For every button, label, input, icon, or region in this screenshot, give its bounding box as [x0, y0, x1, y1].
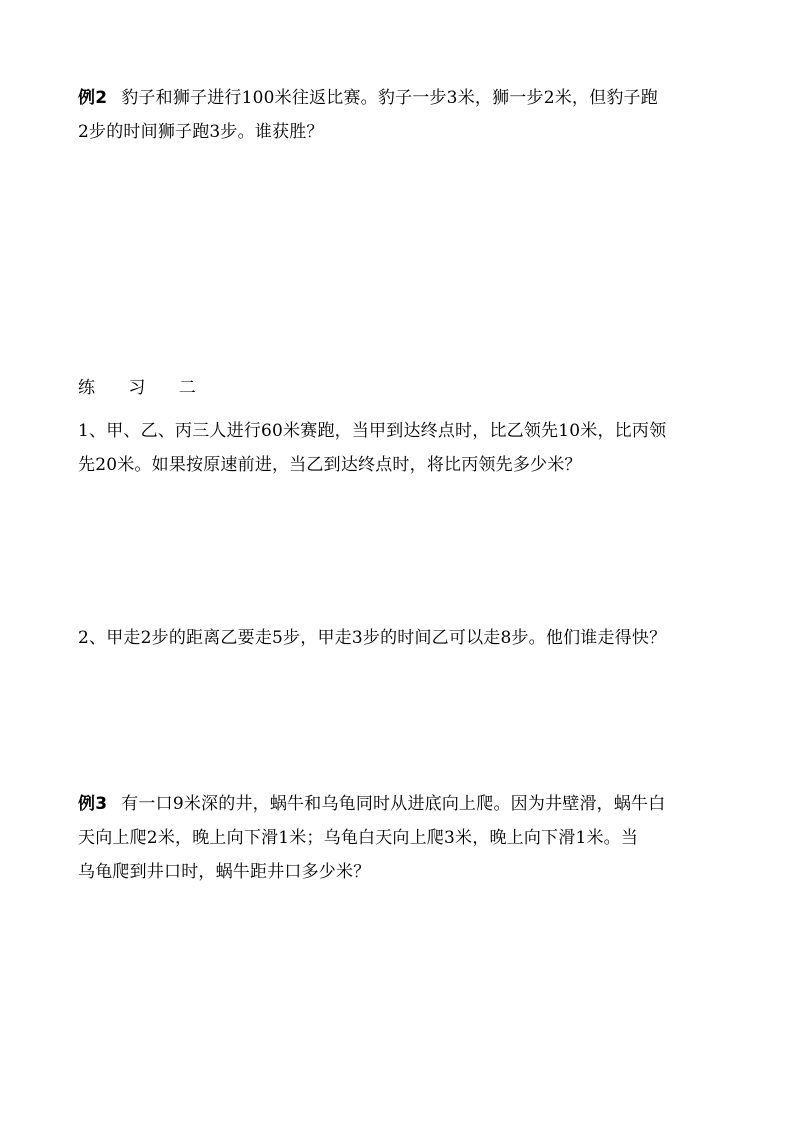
example-2-label: 例2: [78, 88, 108, 108]
practice-question-1-line-1: 1、甲、乙、丙三人进行60米赛跑，当甲到达终点时，比乙领先10米，比丙领: [78, 421, 667, 441]
example-3: [78, 787, 722, 889]
example-3-text-1: 有一口9米深的井，蜗牛和乌龟同时从进底向上爬。因为井壁滑，蜗牛白: [121, 794, 666, 814]
practice-heading: 练 习 二: [78, 378, 210, 398]
example-2: [78, 81, 722, 149]
practice-question-1-line-2: 先20米。如果按原速前进，当乙到达终点时，将比丙领先多少米？: [78, 455, 582, 475]
example-3-line-3: 乌龟爬到井口时，蜗牛距井口多少米？: [78, 862, 371, 882]
practice-question-1: [78, 414, 722, 482]
practice-question-2: [78, 621, 722, 655]
example-2-text-1: 豹子和狮子进行100米往返比赛。豹子一步3米，狮一步2米，但豹子跑: [121, 88, 658, 108]
example-3-line-2: 天向上爬2米，晚上向下滑1米；乌龟白天向上爬3米，晚上向下滑1米。当: [78, 828, 639, 848]
example-2-line-1: [78, 81, 722, 115]
example-3-label: 例3: [78, 794, 108, 814]
practice-question-2-line-1: 2、甲走2步的距离乙要走5步，甲走3步的时间乙可以走8步。他们谁走得快？: [78, 628, 667, 648]
example-3-line-1: [78, 787, 722, 821]
example-2-line-2: 2步的时间狮子跑3步。谁获胜？: [78, 122, 324, 142]
